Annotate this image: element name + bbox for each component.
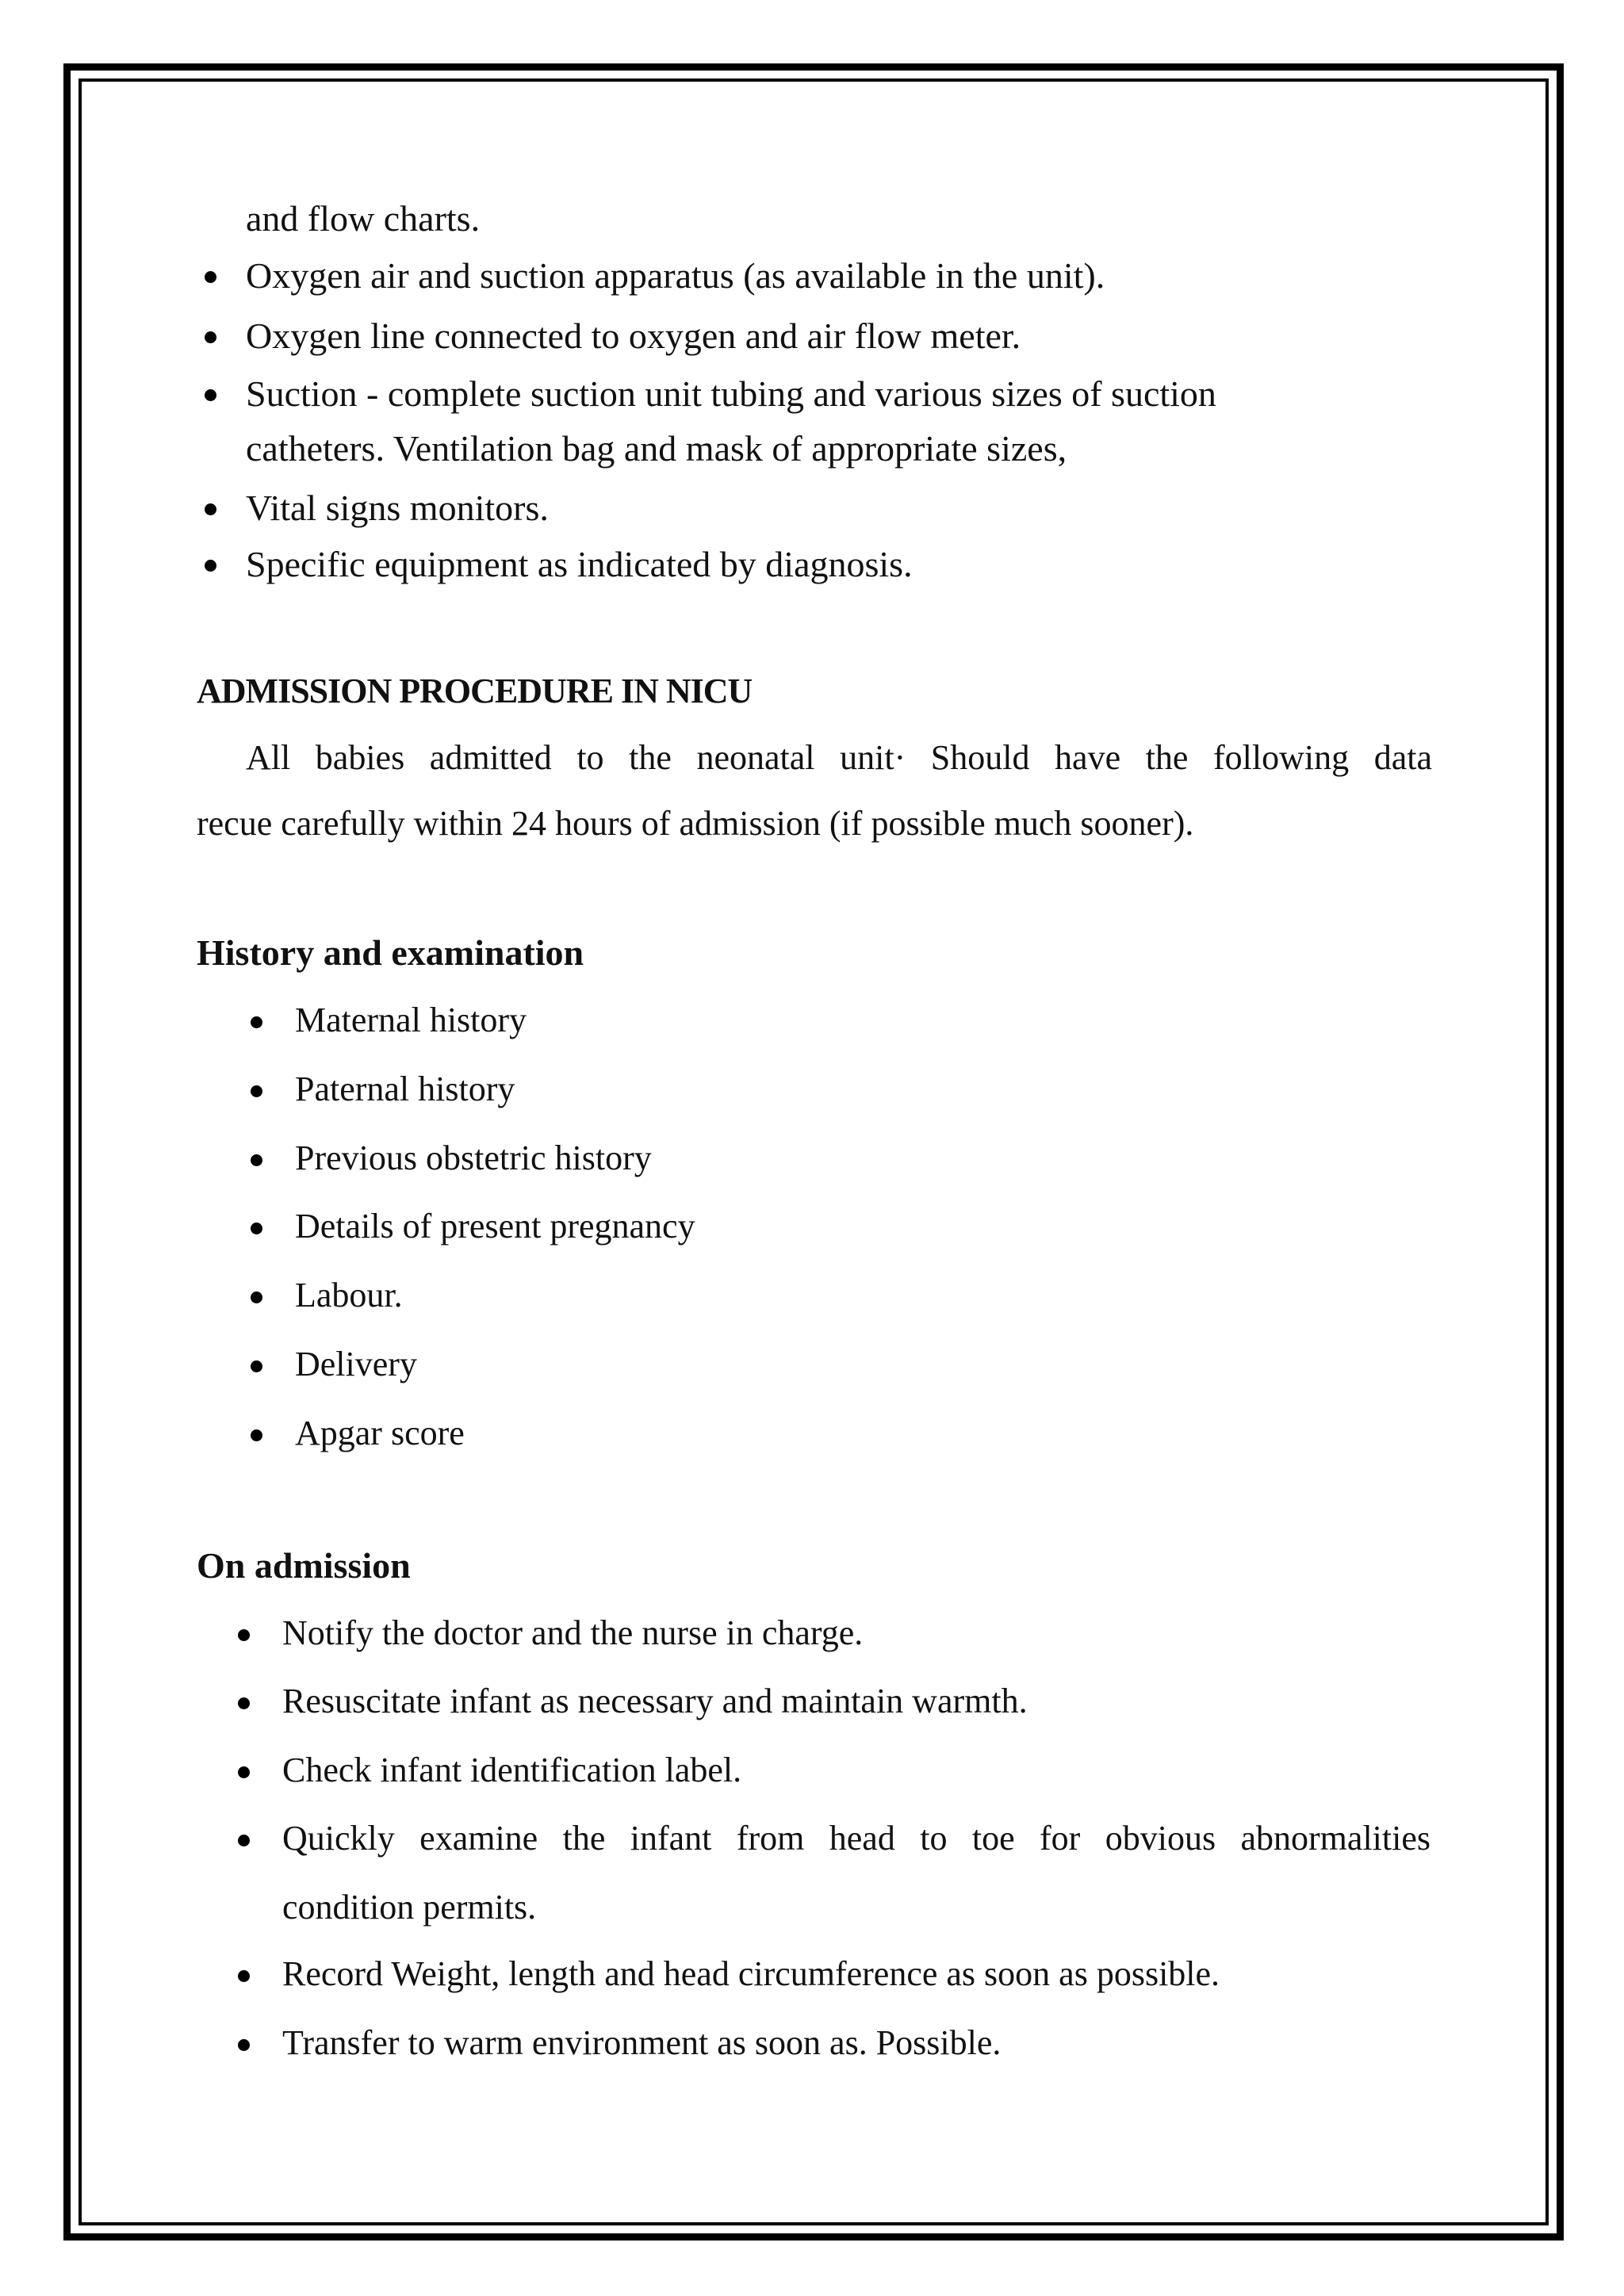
equipment-item-continuation: catheters. Ventilation bag and mask of appropriate sizes, [246,428,1067,469]
bullet-icon [238,1970,250,1982]
equipment-item: Oxygen air and suction apparatus (as available in the unit). [246,255,1105,296]
bullet-icon [205,560,216,572]
on-admission-heading: On admission [197,1545,411,1586]
on-admission-item: Check infant identification label. [282,1751,742,1789]
bullet-icon [251,1016,262,1028]
bullet-icon [238,1766,250,1778]
equipment-item: Oxygen line connected to oxygen and air flow meter. [246,316,1021,356]
history-item: Labour. [295,1276,403,1314]
bullet-icon [251,1154,262,1166]
on-admission-item: Notify the doctor and the nurse in charge. [282,1613,864,1652]
bullet-icon [251,1360,262,1372]
on-admission-item: Transfer to warm environment as soon as. Possible. [282,2023,1002,2062]
admission-paragraph-line: All babies admitted to the neonatal unit· Should have the following data [246,738,1432,777]
bullet-icon [205,331,216,343]
on-admission-item: Resuscitate infant as necessary and maintain warmth. [282,1682,1028,1720]
admission-procedure-heading: ADMISSION PROCEDURE IN NICU [197,672,753,710]
equipment-item: Vital signs monitors. [246,488,549,528]
equipment-continuation-text: and flow charts. [246,198,481,239]
bullet-icon [205,389,216,401]
bullet-icon [251,1292,262,1303]
bullet-icon [238,1629,250,1641]
history-item: Delivery [295,1345,417,1383]
history-item: Details of present pregnancy [295,1207,695,1246]
equipment-item: Suction - complete suction unit tubing and various sizes of suction [246,373,1216,414]
bullet-icon [205,503,216,515]
history-item: Apgar score [295,1414,465,1452]
equipment-item: Specific equipment as indicated by diagnosis. [246,544,913,584]
bullet-icon [238,1697,250,1709]
bullet-icon [238,1835,250,1846]
admission-paragraph-line: recue carefully within 24 hours of admission (if possible much sooner). [197,804,1194,843]
bullet-icon [251,1085,262,1097]
history-heading: History and examination [197,932,584,973]
history-item: Paternal history [295,1070,515,1108]
on-admission-item-continuation: condition permits. [282,1888,537,1927]
bullet-icon [251,1429,262,1441]
bullet-icon [238,2039,250,2051]
bullet-icon [205,271,216,283]
history-item: Previous obstetric history [295,1138,652,1177]
history-item: Maternal history [295,1001,527,1039]
on-admission-item: Record Weight, length and head circumference as soon as possible. [282,1954,1220,1993]
on-admission-item: Quickly examine the infant from head to toe for obvious abnormalities [282,1819,1431,1858]
bullet-icon [251,1223,262,1234]
